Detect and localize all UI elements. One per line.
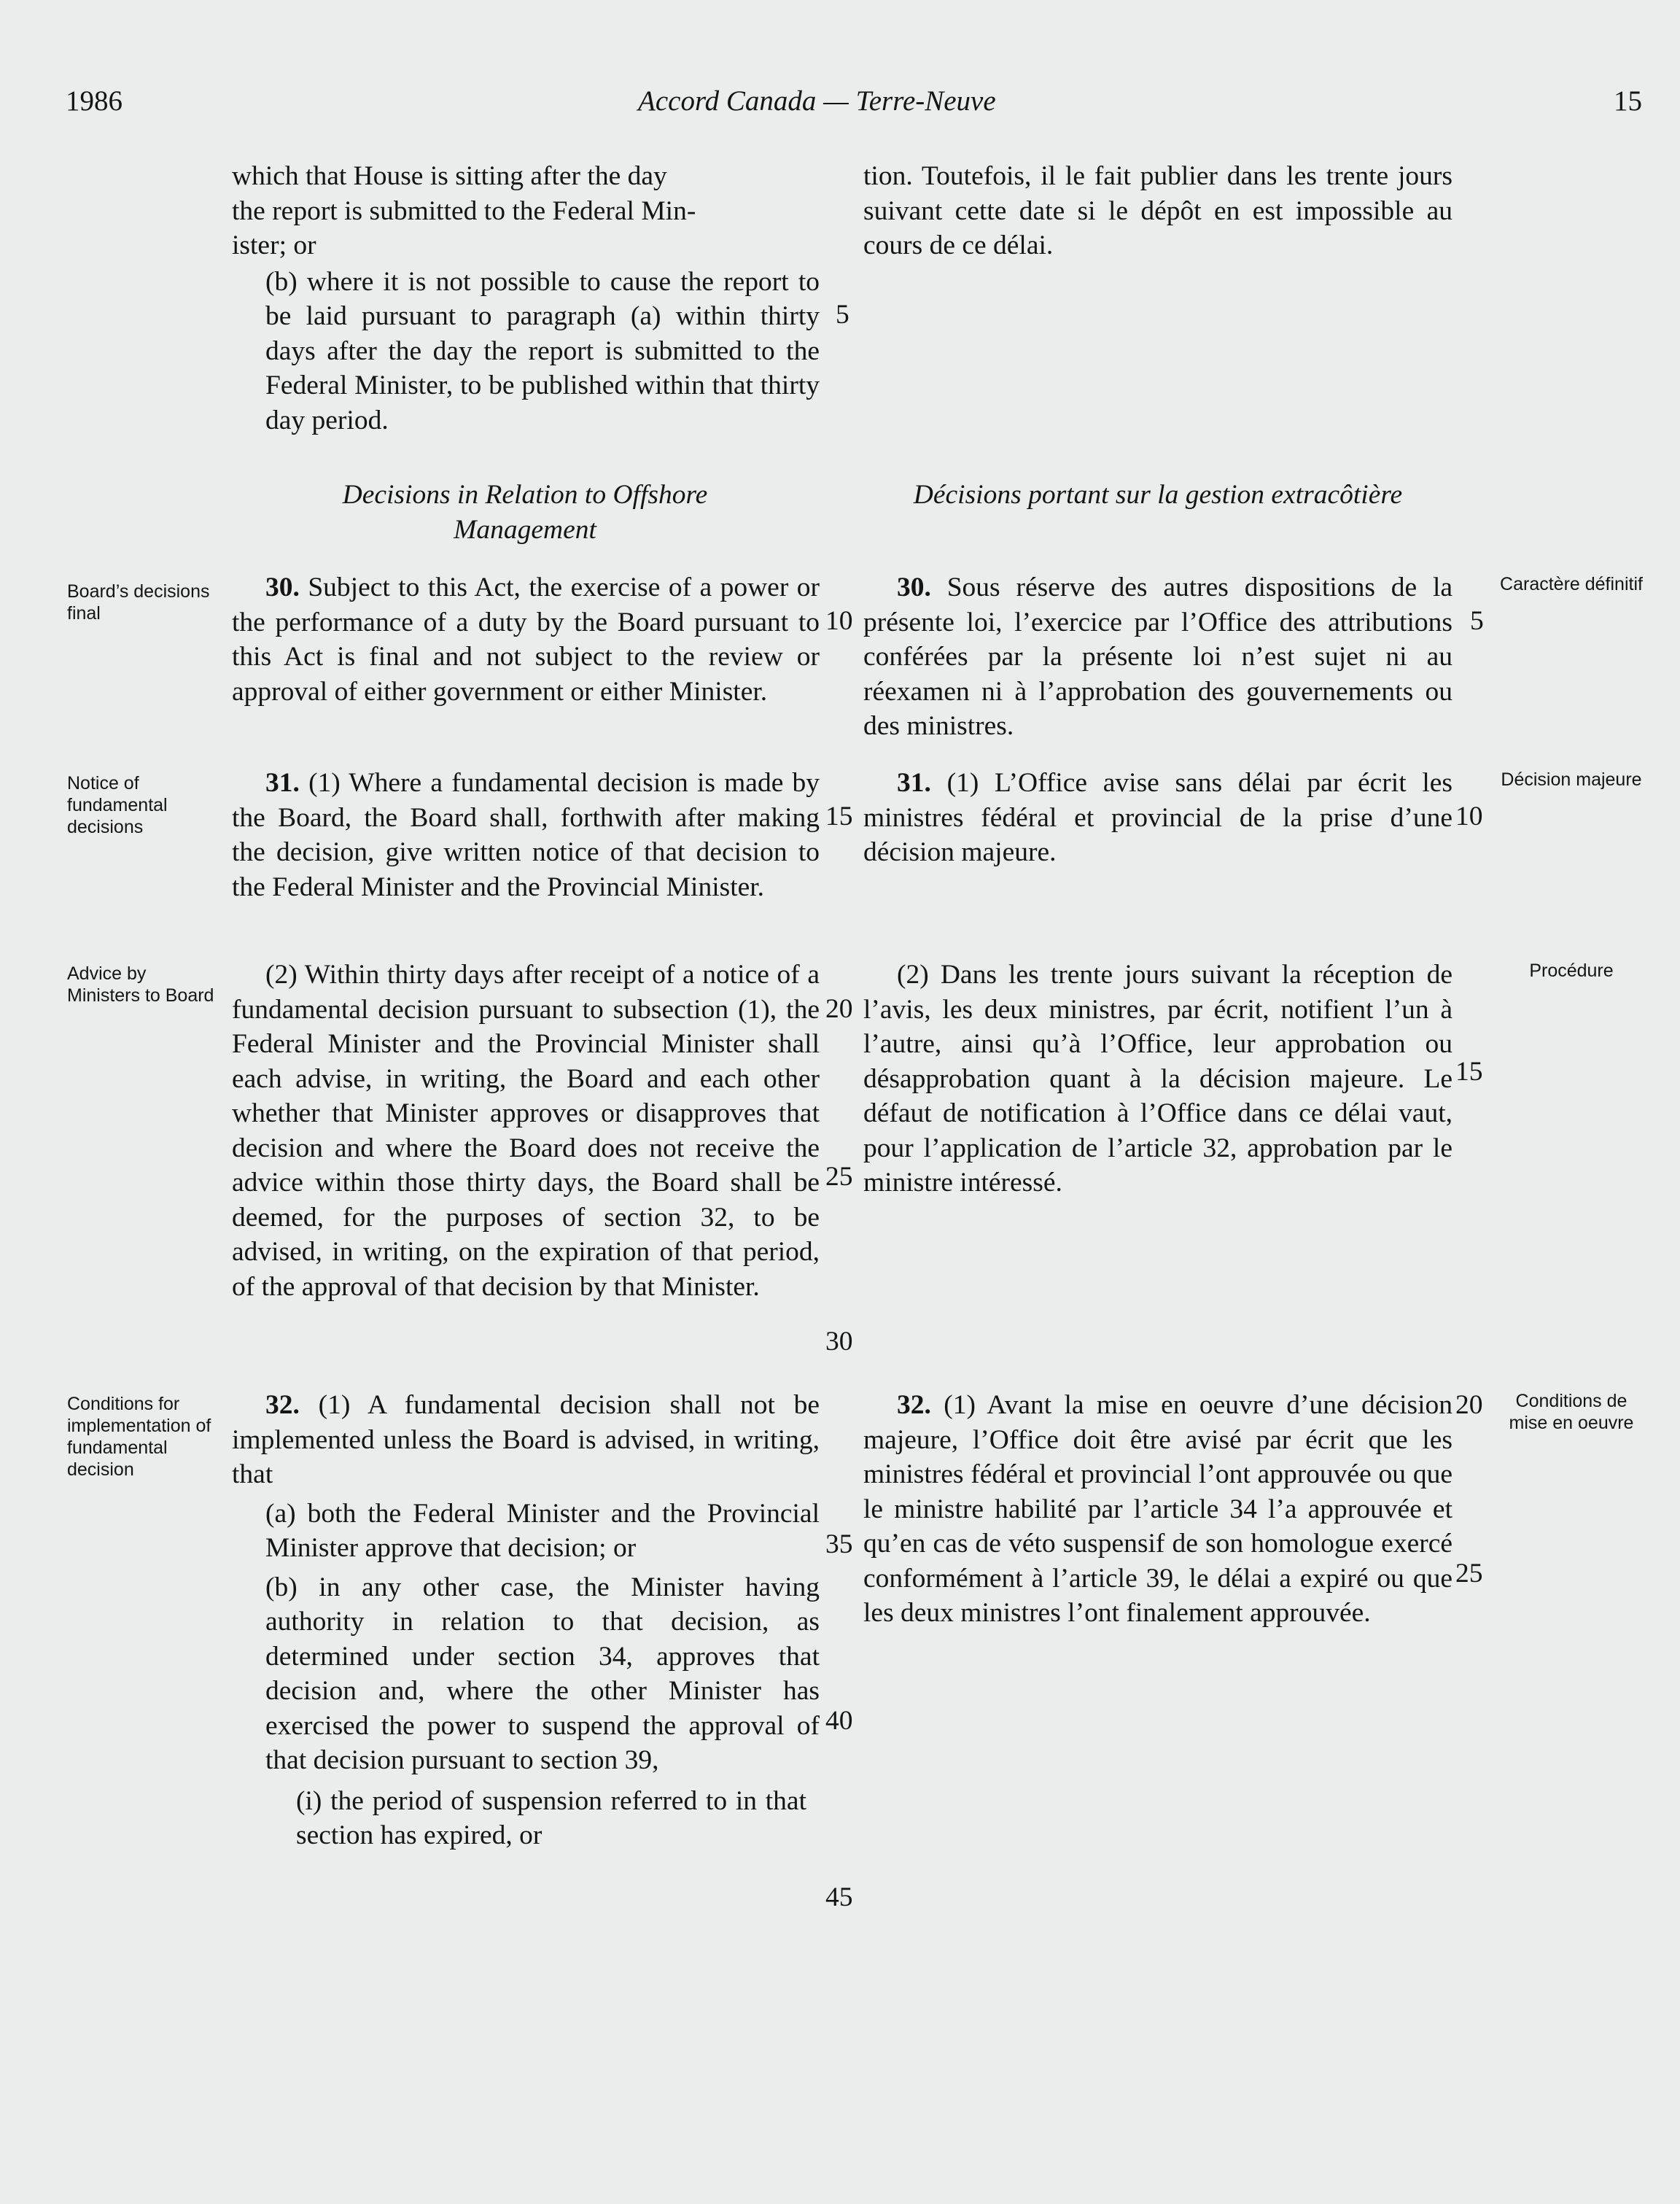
en-s32-para-b: (b) in any other case, the Minister having authority in relation to that decision, as determined under section 34, approves that decision and, where the other Minister has exercised the power to suspend the approval of that decision pursuant to section 39, xyxy=(265,1572,820,1775)
fr-s30 xyxy=(863,570,1452,744)
en-para-b: (b) where it is not possible to cause the report to be laid pursuant to paragraph (a) within thirty days after the day the report is submitted to the Federal Minister, to be published within that thirty day period. xyxy=(265,266,820,435)
fr-s30-text: Sous réserve des autres dispositions de la présente loi, l’exercice par l’Office des attributions conférées par la présente loi n’est sujet ni au réexamen ni à l’approbation des gouvernements ou des ministres. xyxy=(863,573,1453,741)
en-s31-2-text: (2) Within thirty days after receipt of a notice of a fundamental decision pursuant to subsection (1), the Federal Minister and the Provincial Minister shall each advise, in writing, the Board and each other whether that Minister approves or disapproves that decision and where the Board does not receive the advice within those thirty days, the Board shall be deemed, for the purposes of section 32, to be advised, in writing, on the expiration of that period, of the approval of that decision by that Minister. xyxy=(232,960,820,1302)
en-s32-subpara-i: (i) the period of suspension referred to in that section has expired, or xyxy=(296,1785,806,1850)
fr-s32-1-text: (1) Avant la mise en oeuvre d’une décision majeure, l’Office doit être avisé par écrit que les ministres fédéral et provincial l’ont approuvée ou que le ministre habilité par l’article 34 l’a approuvée et qu’en cas de véto suspensif de son homologue exercé conformément à l’article 39, le délai a expiré ou que les deux ministres l’ont finalement approuvée. xyxy=(863,1390,1452,1628)
en-margin-note-board-decisions: Board’s decisions final xyxy=(67,581,210,624)
fr-carryover xyxy=(863,159,1452,263)
en-carryover xyxy=(232,159,820,438)
en-carryover-line-1: which that House is sitting after the day xyxy=(232,161,667,191)
fr-margin-note-caractere: Caractère définitif xyxy=(1500,574,1643,594)
fr-s31-2 xyxy=(863,958,1452,1200)
header-year: 1986 xyxy=(66,85,122,117)
fr-line-number-25: 25 xyxy=(1455,1559,1483,1588)
en-line-number-15: 15 xyxy=(825,802,853,831)
en-margin-note-notice: Notice of fundamental decisions xyxy=(67,773,168,837)
en-line-number-35: 35 xyxy=(825,1529,853,1559)
fr-section-heading: Décisions portant sur la gestion extracôtière xyxy=(913,480,1403,510)
en-s32-1 xyxy=(232,1388,820,1853)
en-line-number-40: 40 xyxy=(825,1706,853,1736)
fr-s32-1 xyxy=(863,1388,1452,1631)
header-title: Accord Canada — Terre-Neuve xyxy=(638,85,996,117)
en-s31-num: 31. xyxy=(265,768,300,798)
fr-s31-2-text: (2) Dans les trente jours suivant la réception de l’avis, les deux ministres, par écrit, notifient l’un à l’autre, ainsi qu’à l’Office, leur approbation ou désapprobation quant à la décision majeure. Le défaut de notification à l’Office dans ce délai vaut, pour l’application de l’article 32, approbation par le ministre intéressé. xyxy=(863,960,1452,1198)
fr-margin-note-decision: Décision majeure xyxy=(1501,769,1642,790)
en-s31-1 xyxy=(232,766,820,904)
en-s32-para-a: (a) both the Federal Minister and the Provincial Minister approve that decision; or xyxy=(265,1498,820,1563)
en-s31-2 xyxy=(232,958,820,1304)
en-line-number-10: 10 xyxy=(825,606,853,636)
fr-margin-note-conditions: Conditions de mise en oeuvre xyxy=(1509,1391,1634,1433)
en-line-number-5: 5 xyxy=(836,300,849,330)
fr-s31-num: 31. xyxy=(897,768,931,798)
en-s31-1-text: (1) Where a fundamental decision is made by the Board, the Board shall, forthwith after making the decision, give written notice of that decision to the Federal Minister and the Provincial Minister. xyxy=(232,768,820,902)
en-line-number-45: 45 xyxy=(825,1882,853,1912)
en-line-number-30: 30 xyxy=(825,1327,853,1357)
en-line-number-20: 20 xyxy=(825,994,853,1024)
fr-s31-1 xyxy=(863,766,1452,870)
page-number: 15 xyxy=(1614,85,1642,117)
fr-carryover-text: tion. Toutefois, il le fait publier dans les trente jours suivant cette date si le dépôt en est impossible au cours de ce délai. xyxy=(863,161,1452,260)
en-section-heading: Decisions in Relation to Offshore Management xyxy=(342,480,708,545)
en-s30-text: Subject to this Act, the exercise of a power or the performance of a duty by the Board pursuant to this Act is final and not subject to the review or approval of either government or either Minister. xyxy=(232,573,820,707)
en-carryover-line-3: ister; or xyxy=(232,230,316,260)
fr-margin-note-procedure: Procédure xyxy=(1529,961,1614,981)
fr-line-number-10: 10 xyxy=(1455,802,1483,831)
en-s30 xyxy=(232,570,820,709)
en-margin-note-advice: Advice by Ministers to Board xyxy=(67,963,214,1006)
en-margin-note-conditions: Conditions for implementation of fundamental decision xyxy=(67,1394,211,1480)
en-line-number-25: 25 xyxy=(825,1162,853,1192)
fr-s32-num: 32. xyxy=(897,1390,931,1420)
fr-s30-num: 30. xyxy=(897,573,931,602)
en-carryover-line-2: the report is submitted to the Federal Min- xyxy=(232,195,696,226)
fr-line-number-5: 5 xyxy=(1470,606,1484,636)
fr-line-number-15: 15 xyxy=(1455,1057,1483,1087)
en-s32-num: 32. xyxy=(265,1390,300,1420)
en-s30-num: 30. xyxy=(265,573,300,602)
fr-line-number-20: 20 xyxy=(1455,1390,1483,1420)
en-s32-1-text: (1) A fundamental decision shall not be implemented unless the Board is advised, in writing, that xyxy=(232,1390,820,1489)
fr-s31-1-text: (1) L’Office avise sans délai par écrit les ministres fédéral et provincial de la prise d’une décision majeure. xyxy=(863,768,1452,867)
